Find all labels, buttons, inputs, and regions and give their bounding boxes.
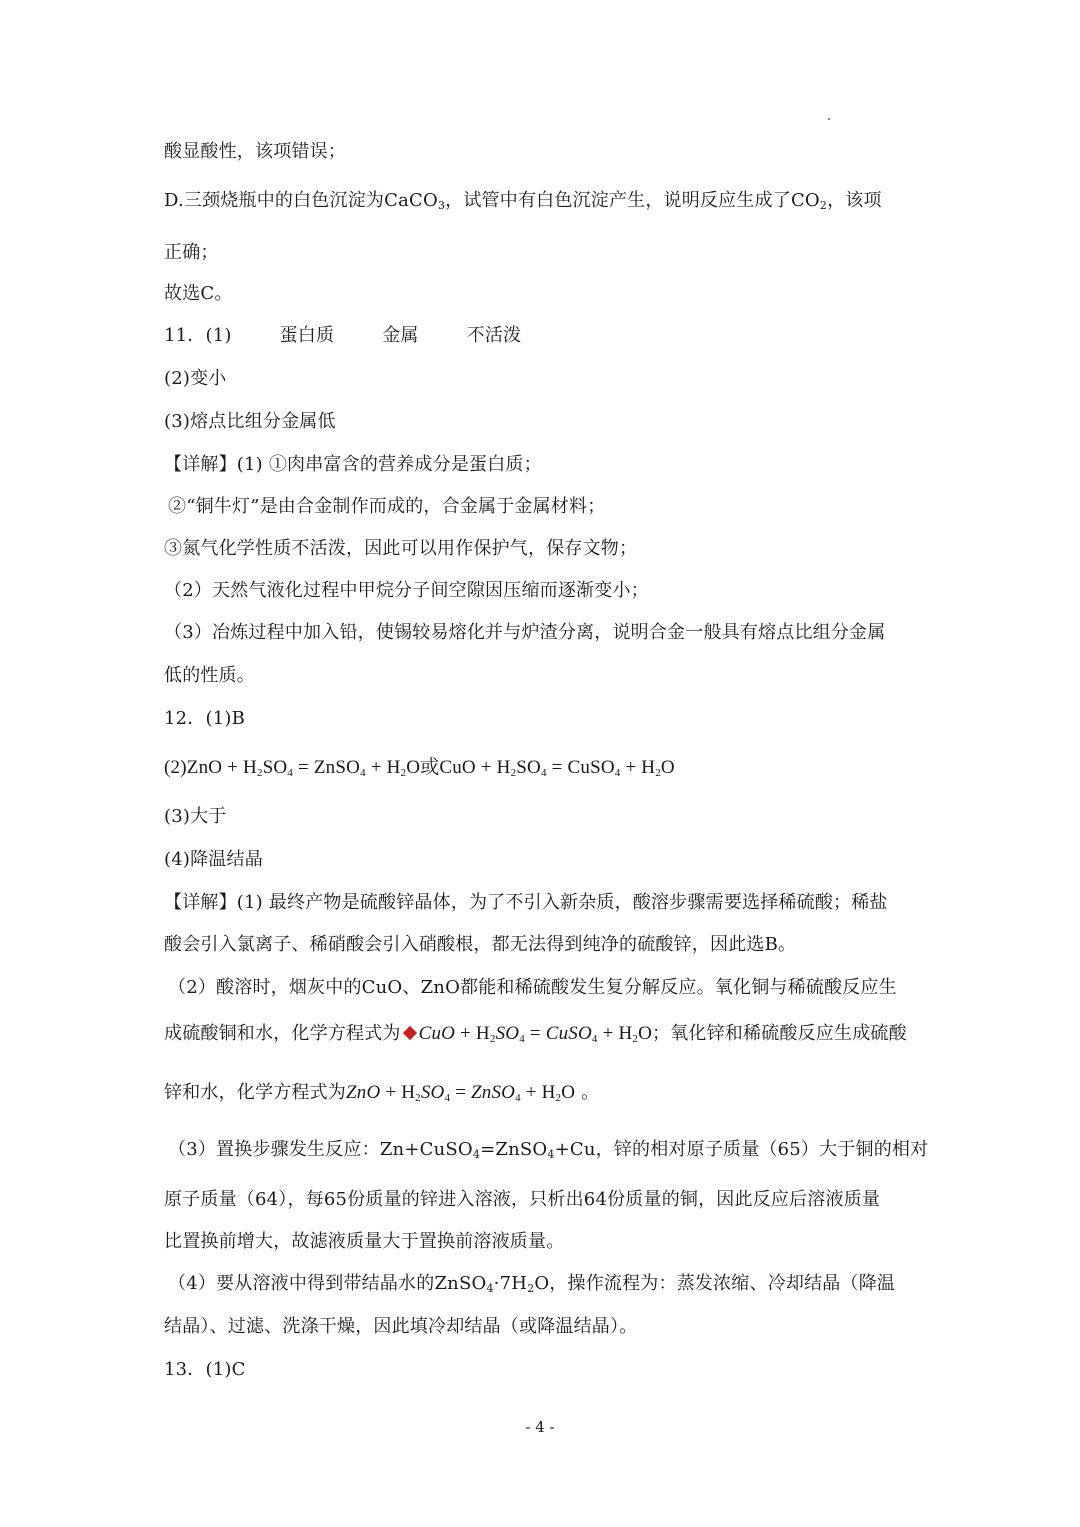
text-line: (3)大于 [164,806,227,827]
text-line: 酸会引入氯离子、稀硝酸会引入硝酸根，都无法得到纯净的硫酸锌，因此选B。 [164,934,797,955]
scan-speck [828,118,830,120]
text-line: (4)降温结晶 [164,849,263,870]
equation-line: $(2)ZnO + H_2SO_4$ = ZnSO$_4$ + $H_2O$或CuO + $H_2SO_4$ = CuSO$_4$ + $H_2O$ [164,757,675,779]
text-line: （2）酸溶时，烟灰中的CuO、ZnO都能和稀硫酸发生复分解反应。氧化铜与稀硫酸反应生 [168,977,897,998]
question-11-answers: 11．(1) 蛋白质 金属 不活泼 [164,325,522,346]
text-line: 原子质量（64），每65份质量的锌进入溶液，只析出64份质量的铜，因此反应后溶液质量 [164,1189,881,1210]
text-line: 结晶）、过滤、洗涤干燥，因此填冷却结晶（或降温结晶）。 [164,1316,638,1337]
page-number: - 4 - [525,1418,555,1436]
text-line: 比置换前增大，故滤液质量大于置换前溶液质量。 [164,1231,565,1252]
text-line: （4）要从溶液中得到带结晶水的$ZnSO_4\cdot 7H_2O$，操作流程为：蒸发浓缩、冷却结晶（降温 [168,1273,896,1295]
text-line: (2)变小 [164,368,227,389]
text-line: 正确； [164,242,219,263]
text-line: （3）置换步骤发生反应：Zn+CuSO$_4$=ZnSO$_4$+Cu，锌的相对原子质量（65）大于铜的相对 [168,1139,929,1161]
text-line: ②“铜牛灯”是由合金制作而成的，合金属于金属材料； [168,496,606,517]
explanation-12: 【详解】(1) 最终产物是硫酸锌晶体，为了不引入新杂质，酸溶步骤需要选择稀硫酸；稀盐 [164,892,888,913]
text-line: D.三颈烧瓶中的白色沉淀为CaCO$_3$，试管中有白色沉淀产生，说明反应生成了$CO_2$，该项 [164,190,882,212]
text-line: 12．(1)B [164,708,246,729]
explanation-11: 【详解】(1) ①肉串富含的营养成分是蛋白质； [164,454,542,475]
red-diamond-mark [403,1026,417,1040]
text-line: ③氮气化学性质不活泼，因此可以用作保护气，保存文物； [164,538,638,559]
text-line: 故选C。 [164,283,233,304]
text-line: （2）天然气液化过程中甲烷分子间空隙因压缩而逐渐变小； [164,580,649,601]
text-line: （3）冶炼过程中加入铅，使锡较易熔化并与炉渣分离，说明合金一般具有熔点比组分金属 [164,622,886,643]
text-line: (3)熔点比组分金属低 [164,411,336,432]
text-line: 成硫酸铜和水，化学方程式为 CuO + $H_2SO_4$ = CuSO$_4$ + $H_2O$；氧化锌和稀硫酸反应生成硫酸 [164,1023,907,1045]
text-line: 13．(1)C [164,1359,246,1380]
text-line: 低的性质。 [164,665,255,686]
text-line: 锌和水，化学方程式为ZnO + $H_2SO_4$ = ZnSO$_4$ + $H_2O$ 。 [164,1082,600,1104]
text-line: 酸显酸性，该项错误； [164,141,346,162]
